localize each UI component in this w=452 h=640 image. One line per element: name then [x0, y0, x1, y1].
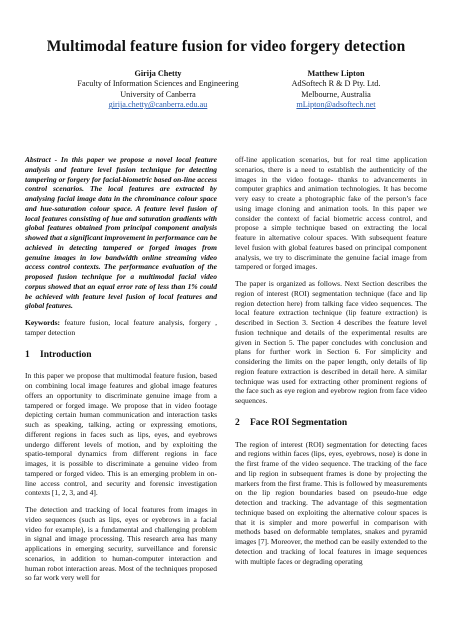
author-affiliation: Faculty of Information Sciences and Engineering — [77, 79, 239, 89]
section-number: 1 — [25, 349, 30, 360]
author-institution: University of Canberra — [120, 89, 196, 99]
author-block-2 — [270, 69, 402, 111]
author-email-link[interactable]: mLipton@adsoftech.net — [296, 100, 376, 110]
intro-paragraph-1: In this paper we propose that multimodal feature fusion, based on combining local image features and global image features offers an opportunity to discriminate genuine image from a tampered or forged image. We propose that in video footage depicting certain human communication and interaction tasks such as speaking, talking, acting or expressing emotions, different regions in faces such as lips, eyes, and eyebrows undergo different levels of motion, and by exploiting the spatio-temporal dynamics from different regions in face images, it is possible to discriminate a genuine video from tampered or forged video. This is an emerging problem in on-line access control, and security and forensic investigation contexts [1, 2, 3, and 4]. — [25, 371, 217, 498]
author-institution: Melbourne, Australia — [301, 89, 371, 99]
right-column — [235, 155, 427, 573]
author-block-1 — [62, 69, 254, 111]
keywords-label: Keywords: — [25, 318, 60, 327]
keywords — [25, 318, 217, 338]
section-number: 2 — [235, 417, 240, 428]
intro-paragraph-2: The detection and tracking of local features from images in video sequences (such as lips, eyes or eyebrows in a facial video for example), is a fundamental and challenging problem in signal and image processing. This research area has many applications in emerging security, surveillance and forensic scenarios, in addition to human-computer interaction and human robot interaction areas. Most of the techniques proposed so far work very well for — [25, 505, 217, 583]
left-column — [25, 155, 217, 590]
keywords-text: feature fusion, local feature analysis, forgery , tamper detection — [25, 318, 217, 337]
section-heading-introduction — [25, 351, 217, 361]
body-paragraph-2: The paper is organized as follows. Next Section describes the region of interest (ROI) segmentation technique (face and lip region detection here) from talking face video sequences. The local feature extraction technique (lip feature extraction) is described in Section 3. Section 4 describes the feature level fusion technique and details of the experimental results are given in Section 5. The paper concludes with conclusion and plans for further work in Section 6. For simplicity and considering the limits on the paper length, only details of lip region feature extraction is described in detail here. A similar technique was used for extracting other prominent regions of the face such as eye region and eyebrow region from face video sequences. — [235, 279, 427, 405]
body-paragraph-3: The region of interest (ROI) segmentation for detecting faces and regions within faces (lips, eyes, eyebrows, nose) is done in the first frame of the video sequence. The tracking of the face and lip region in subsequent frames is done by projecting the markers from the first frame. This is followed by measurements on the lip region boundaries based on pseudo-hue edge detection and tracking. The advantage of this segmentation technique based on exploiting the alternative colour spaces is that it is simpler and more powerful in comparison with methods based on deformable templates, snakes and pyramid images [7]. Moreover, the method can be easily extended to the detection and tracking of local features in image sequences with multiple faces or degrading operating — [235, 439, 427, 566]
paper-title: Multimodal feature fusion for video forgery detection — [46, 38, 406, 55]
body-paragraph-1: off-line application scenarios, but for real time application scenarios, there is a need to establish the authenticity of the images in the video footage- thanks to advancements in computer graphics and animation technologies. It has become very easy to create a photographic fake of the person’s face using image cloning and animation tools. In this paper we consider the context of facial biometric access control, and propose a simple technique based on extracting the local feature in alternative colour spaces. With subsequent feature level fusion with global features based on principal component analysis, we try to discriminate the genuine facial image from tampered or forged images. — [235, 155, 427, 272]
author-name: Matthew Lipton — [307, 69, 365, 78]
author-email-link[interactable]: girija.chetty@canberra.edu.au — [108, 100, 208, 110]
abstract: Abstract - In this paper we propose a novel local feature analysis and feature level fusion technique for detecting tampering or forgery for facial-biometric based on-line access control scenarios. The local features are extracted by analysing facial image data in the chrominance colour space and hue-saturation colour space. A feature level fusion of local features consisting of hue and saturation gradients with global features obtained from principal component analysis showed that a significant improvement in performance can be achieved in detecting tampered or forged images from genuine images in low bandwidth online streaming video access control contexts. The performance evaluation of the proposed fusion technique for a multimodal facial video corpus showed that an equal error rate of less than 1% could be achieved with feature level fusion of local features and global features. — [25, 155, 217, 311]
section-heading-face-roi — [235, 419, 427, 429]
section-title: Face ROI Segmentation — [250, 417, 348, 428]
author-name: Girija Chetty — [134, 69, 182, 78]
author-affiliation: AdSoftech R & D Pty. Ltd. — [291, 79, 381, 89]
section-title: Introduction — [40, 349, 92, 360]
